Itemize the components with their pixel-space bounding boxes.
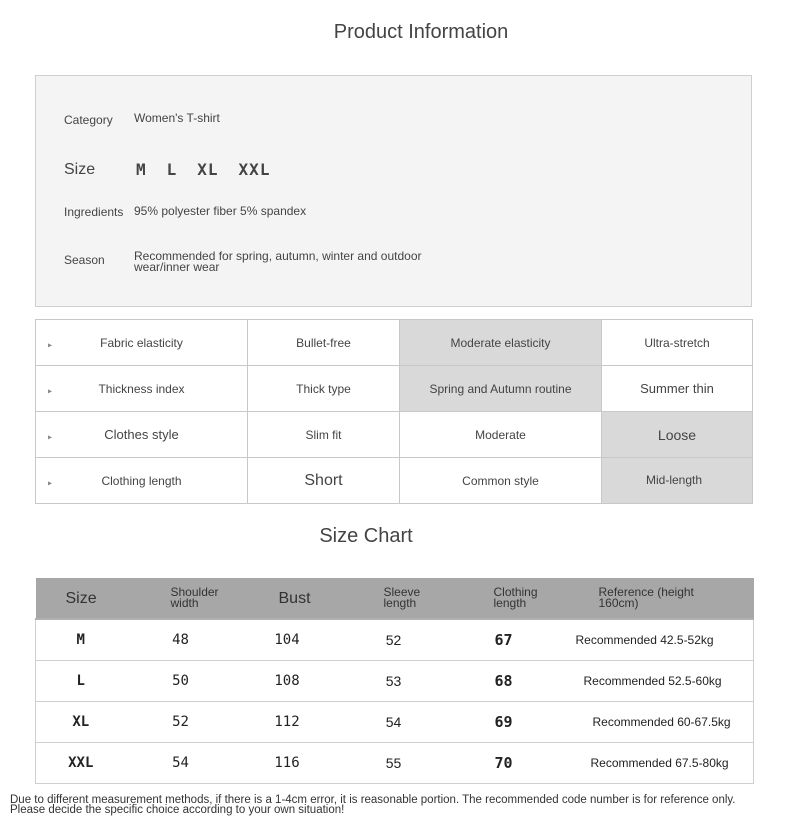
row-sleeve: 52 [339, 619, 449, 661]
row-size: L [36, 661, 126, 702]
season-label: Season [64, 253, 105, 267]
size-chart-row [36, 619, 754, 661]
row-size: M [36, 619, 126, 661]
attribute-option: Common style [400, 458, 602, 504]
row-bust: 112 [236, 702, 339, 743]
attribute-option-selected: Spring and Autumn routine [400, 366, 602, 412]
header-bust: Bust [236, 578, 339, 619]
triangle-icon: ▸ [48, 477, 53, 487]
row-length: 68 [449, 661, 559, 702]
attribute-label: Clothing length [101, 473, 182, 488]
attribute-option-selected: Moderate elasticity [400, 320, 602, 366]
row-sleeve: 53 [339, 661, 449, 702]
size-option-m: M [136, 160, 147, 179]
size-option-l: L [166, 160, 178, 179]
attribute-option: Moderate [400, 412, 602, 458]
row-bust: 116 [236, 743, 339, 784]
size-option-xxl: XXL [238, 160, 271, 179]
size-chart-row [36, 661, 754, 702]
attribute-option: Slim fit [248, 412, 400, 458]
attribute-label-cell [36, 458, 248, 504]
row-reference: Recommended 67.5-80kg [559, 743, 754, 784]
attribute-row-length [36, 458, 753, 504]
row-size: XXL [36, 743, 126, 784]
attribute-option-selected: Loose [602, 412, 753, 458]
triangle-icon: ▸ [48, 339, 53, 349]
attribute-label-cell [36, 320, 248, 366]
row-shoulder: 54 [126, 743, 236, 784]
row-sleeve: 54 [339, 702, 449, 743]
header-clothing-line1: Clothing [493, 585, 538, 599]
size-chart-table [35, 578, 754, 784]
row-shoulder: 48 [126, 619, 236, 661]
size-option-xl: XL [197, 160, 219, 179]
size-chart-header-row [36, 578, 754, 619]
row-length: 69 [449, 702, 559, 743]
size-chart-row [36, 743, 754, 784]
header-clothing-line2: length [493, 596, 527, 610]
attribute-grid [35, 319, 753, 504]
footnote [10, 795, 785, 815]
row-shoulder: 50 [126, 661, 236, 702]
ingredients-value: 95% polyester fiber 5% spandex [134, 204, 307, 218]
header-shoulder-line1: Shoulder [170, 585, 219, 599]
size-values [136, 160, 290, 179]
size-label: Size [64, 161, 96, 178]
attribute-label-cell [36, 412, 248, 458]
row-length: 67 [449, 619, 559, 661]
attribute-option: Bullet-free [248, 320, 400, 366]
attribute-option: Ultra-stretch [602, 320, 753, 366]
attribute-row-thickness [36, 366, 753, 412]
header-shoulder [126, 578, 236, 619]
row-reference: Recommended 60-67.5kg [559, 702, 754, 743]
header-reference-line2: 160cm) [598, 596, 639, 610]
product-information-title: Product Information [333, 21, 509, 43]
triangle-icon: ▸ [48, 431, 53, 441]
header-reference [559, 578, 754, 619]
product-info-box [35, 75, 752, 307]
category-label: Category [64, 113, 113, 127]
season-value-line2: wear/inner wear [134, 260, 220, 274]
attribute-row-style [36, 412, 753, 458]
row-sleeve: 55 [339, 743, 449, 784]
attribute-option: Summer thin [602, 366, 753, 412]
header-sleeve [339, 578, 449, 619]
header-shoulder-line2: width [170, 596, 199, 610]
row-bust: 104 [236, 619, 339, 661]
category-value: Women's T-shirt [134, 111, 220, 125]
attribute-option-selected: Mid-length [602, 458, 753, 504]
attribute-label: Clothes style [104, 427, 179, 442]
attribute-label-cell [36, 366, 248, 412]
attribute-label: Fabric elasticity [100, 335, 183, 350]
row-size: XL [36, 702, 126, 743]
header-sleeve-line2: length [383, 596, 417, 610]
attribute-option: Thick type [248, 366, 400, 412]
header-sleeve-line1: Sleeve [383, 585, 421, 599]
header-clothing-length [449, 578, 559, 619]
size-chart-row [36, 702, 754, 743]
season-value [134, 251, 422, 273]
header-reference-line1: Reference (height [598, 585, 694, 599]
ingredients-label: Ingredients [64, 205, 124, 219]
attribute-option: Short [248, 458, 400, 504]
attribute-label: Thickness index [98, 381, 185, 396]
row-reference: Recommended 42.5-52kg [559, 619, 754, 661]
footnote-line1: Due to different measurement methods, if there is a 1-4cm error, it is reasonable portion. The recommended code number is for reference only. [10, 794, 736, 806]
attribute-row-elasticity [36, 320, 753, 366]
size-chart-title: Size Chart [319, 525, 413, 547]
row-bust: 108 [236, 661, 339, 702]
row-length: 70 [449, 743, 559, 784]
triangle-icon: ▸ [48, 385, 53, 395]
row-reference: Recommended 52.5-60kg [559, 661, 754, 702]
row-shoulder: 52 [126, 702, 236, 743]
footnote-line2: Please decide the specific choice according to your own situation! [10, 804, 345, 816]
season-value-line1: Recommended for spring, autumn, winter and outdoor [134, 249, 422, 263]
header-size: Size [36, 578, 126, 619]
